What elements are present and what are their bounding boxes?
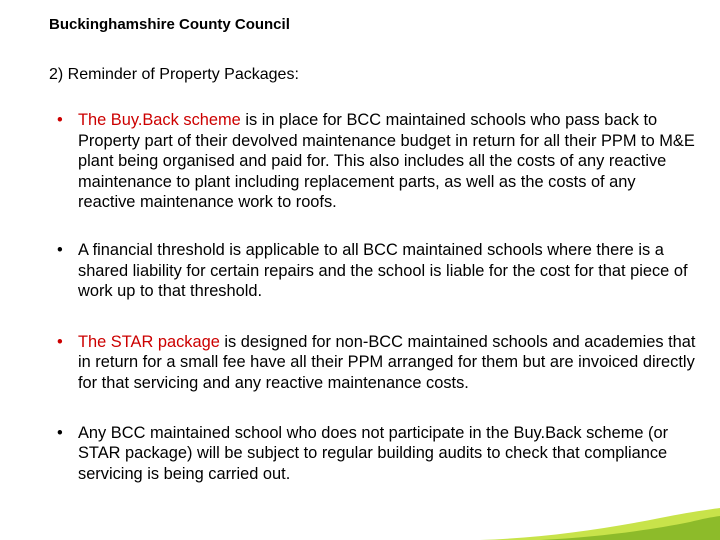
bullet-financial-threshold <box>57 240 697 302</box>
bullet-list <box>57 110 697 511</box>
organisation-title: Buckinghamshire County Council <box>49 16 290 33</box>
bullet-building-audits <box>57 423 697 485</box>
decorative-green-wave <box>480 504 720 540</box>
star-package-highlight: The STAR package <box>78 332 220 351</box>
bullet-icon: • <box>57 240 63 259</box>
building-audits-text: Any BCC maintained school who does not participate in the Buy.Back scheme (or STAR package) will be subject to regular building audits to check that compliance servicing is being carried out. <box>78 423 669 483</box>
bullet-star-package <box>57 332 697 394</box>
financial-threshold-text: A financial threshold is applicable to all BCC maintained schools where there is a shared liability for certain repairs and the school is liable for the cost for that piece of work up to that threshold. <box>78 240 688 301</box>
section-subtitle: 2) Reminder of Property Packages: <box>49 66 299 83</box>
bullet-buyback-scheme <box>57 110 697 213</box>
bullet-icon: • <box>57 111 63 129</box>
bullet-icon: • <box>57 332 63 351</box>
bullet-icon: • <box>57 423 63 442</box>
star-package-text: is designed for non-BCC maintained schools and academies that in return for a small fee have all their PPM arranged for them but are invoiced directly for that servicing and any reactive maintenance costs. <box>78 332 696 392</box>
buyback-scheme-text: is in place for BCC maintained schools who pass back to Property part of their devolved maintenance budget in return for all their PPM to M&E plant being organised and paid for. This also includes all the costs of any reactive maintenance to plant including replacement parts, as well as the costs of any reactive maintenance work to roofs. <box>78 111 695 212</box>
buyback-scheme-highlight: The Buy.Back scheme <box>78 111 241 129</box>
